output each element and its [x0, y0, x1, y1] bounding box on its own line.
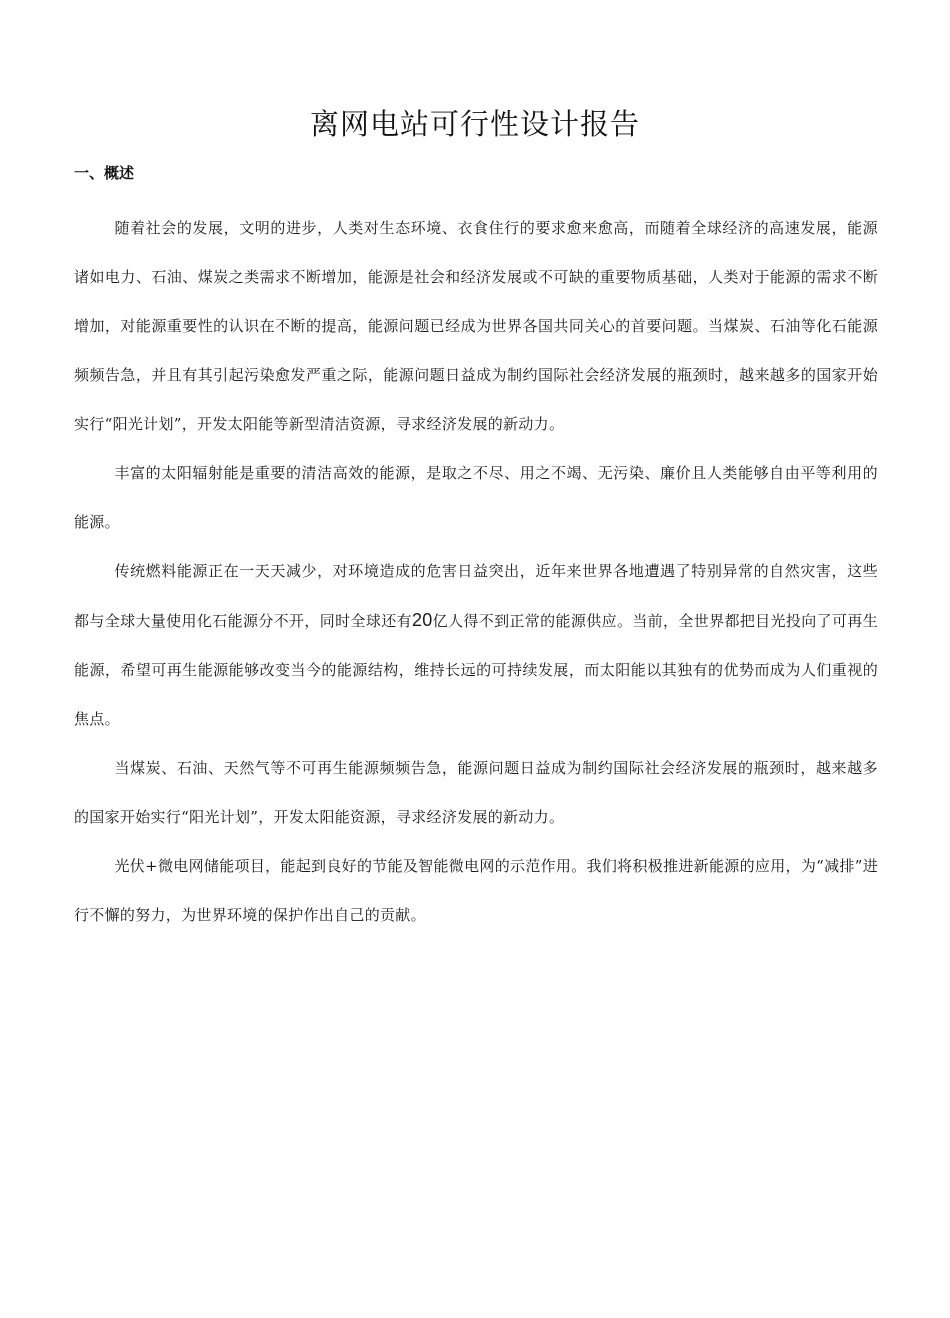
- section-heading-overview: 一、概述: [74, 164, 135, 182]
- document-body: [74, 204, 878, 940]
- document-title: 离网电站可行性设计报告: [309, 107, 640, 141]
- paragraph-3-text-after: 亿人得不到正常的能源供应。当前，全世界都把目光投向了可再生能源，希望可再生能源能够改变当今的能源结构，维持长远的可持续发展，而太阳能以其独有的优势而成为人们重视的焦点。: [74, 612, 879, 728]
- paragraph-5: 光伏+微电网储能项目，能起到良好的节能及智能微电网的示范作用。我们将积极推进新能源的应用，为“减排”进行不懈的努力，为世界环境的保护作出自己的贡献。: [74, 857, 878, 924]
- population-number: 20: [411, 610, 433, 630]
- paragraph-3-text-before: 传统燃料能源正在一天天减少，对环境造成的危害日益突出，近年来世界各地遭遇了特别异常的自然灾害，这些都与全球大量使用化石能源分不开，同时全球还有: [74, 562, 878, 630]
- paragraph-1: 随着社会的发展，文明的进步，人类对生态环境、衣食住行的要求愈来愈高，而随着全球经济的高速发展，能源诸如电力、石油、煤炭之类需求不断增加，能源是社会和经济发展或不可缺的重要物质基础，人类对于能源的需求不断增加，对能源重要性的认识在不断的提高，能源问题已经成为世界各国共同关心的首要问题。当煤炭、石油等化石能源频频告急，并且有其引起污染愈发严重之际，能源问题日益成为制约国际社会经济发展的瓶颈时，越来越多的国家开始实行“阳光计划”，开发太阳能等新型清洁资源，寻求经济发展的新动力。: [74, 219, 878, 433]
- paragraph-3: [74, 547, 878, 744]
- paragraph-2: 丰富的太阳辐射能是重要的清洁高效的能源，是取之不尽、用之不竭、无污染、廉价且人类能够自由平等利用的能源。: [74, 464, 878, 531]
- paragraph-4: 当煤炭、石油、天然气等不可再生能源频频告急，能源问题日益成为制约国际社会经济发展的瓶颈时，越来越多的国家开始实行“阳光计划”，开发太阳能资源，寻求经济发展的新动力。: [74, 759, 878, 826]
